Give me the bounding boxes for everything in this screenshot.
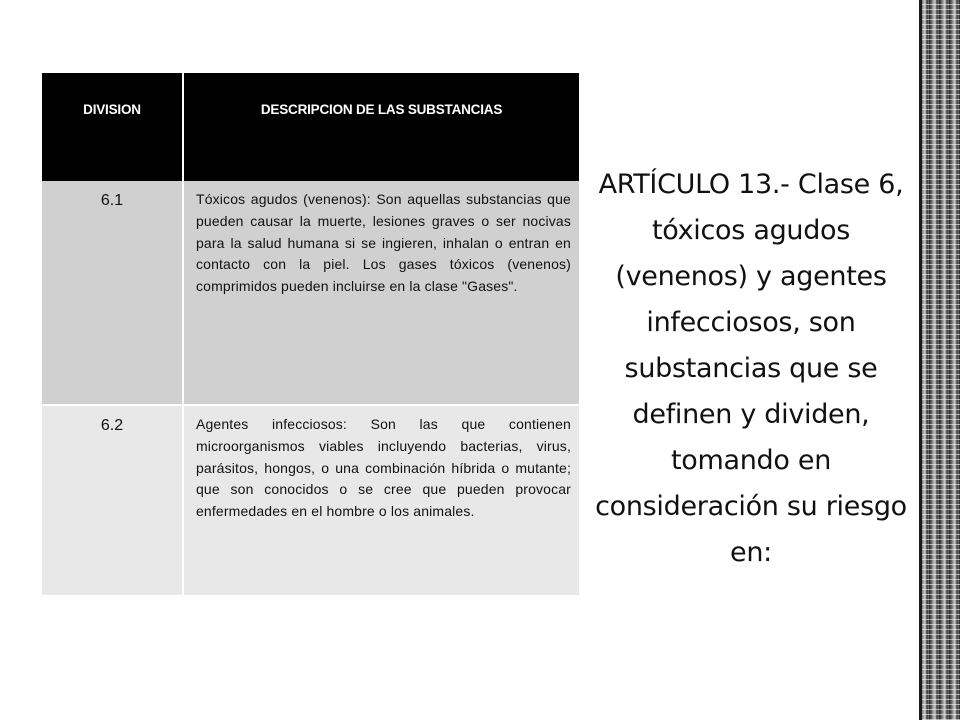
division-header: DIVISION <box>42 73 184 181</box>
side-border-line <box>919 0 922 720</box>
article-text: ARTÍCULO 13.- Clase 6, tóxicos agudos (venenos) y agentes infecciosos, son substancias que se definen y dividen, tomando en consideración su riesgo en: <box>595 169 907 568</box>
division-cell: 6.1 <box>42 181 184 406</box>
table-row <box>42 181 579 406</box>
table-header-row <box>42 73 579 181</box>
description-cell: Agentes infecciosos: Son las que contienen microorganismos viables incluyendo bacterias, virus, parásitos, hongos, o una combinación híbrida o mutante; que son conocidos o se cree que pueden provocar enfermedades en el hombre o los animales. <box>184 406 579 597</box>
description-cell: Tóxicos agudos (venenos): Son aquellas substancias que pueden causar la muerte, lesiones graves o ser nocivas para la salud humana si se ingieren, inhalan o entran en contacto con la piel. Los gases tóxicos (venenos) comprimidos pueden incluirse en la clase "Gases". <box>184 181 579 406</box>
description-header: DESCRIPCION DE LAS SUBSTANCIAS <box>184 73 579 181</box>
table-row <box>42 406 579 597</box>
substances-table <box>42 73 579 597</box>
division-cell: 6.2 <box>42 406 184 597</box>
decorative-side-border <box>919 0 960 720</box>
